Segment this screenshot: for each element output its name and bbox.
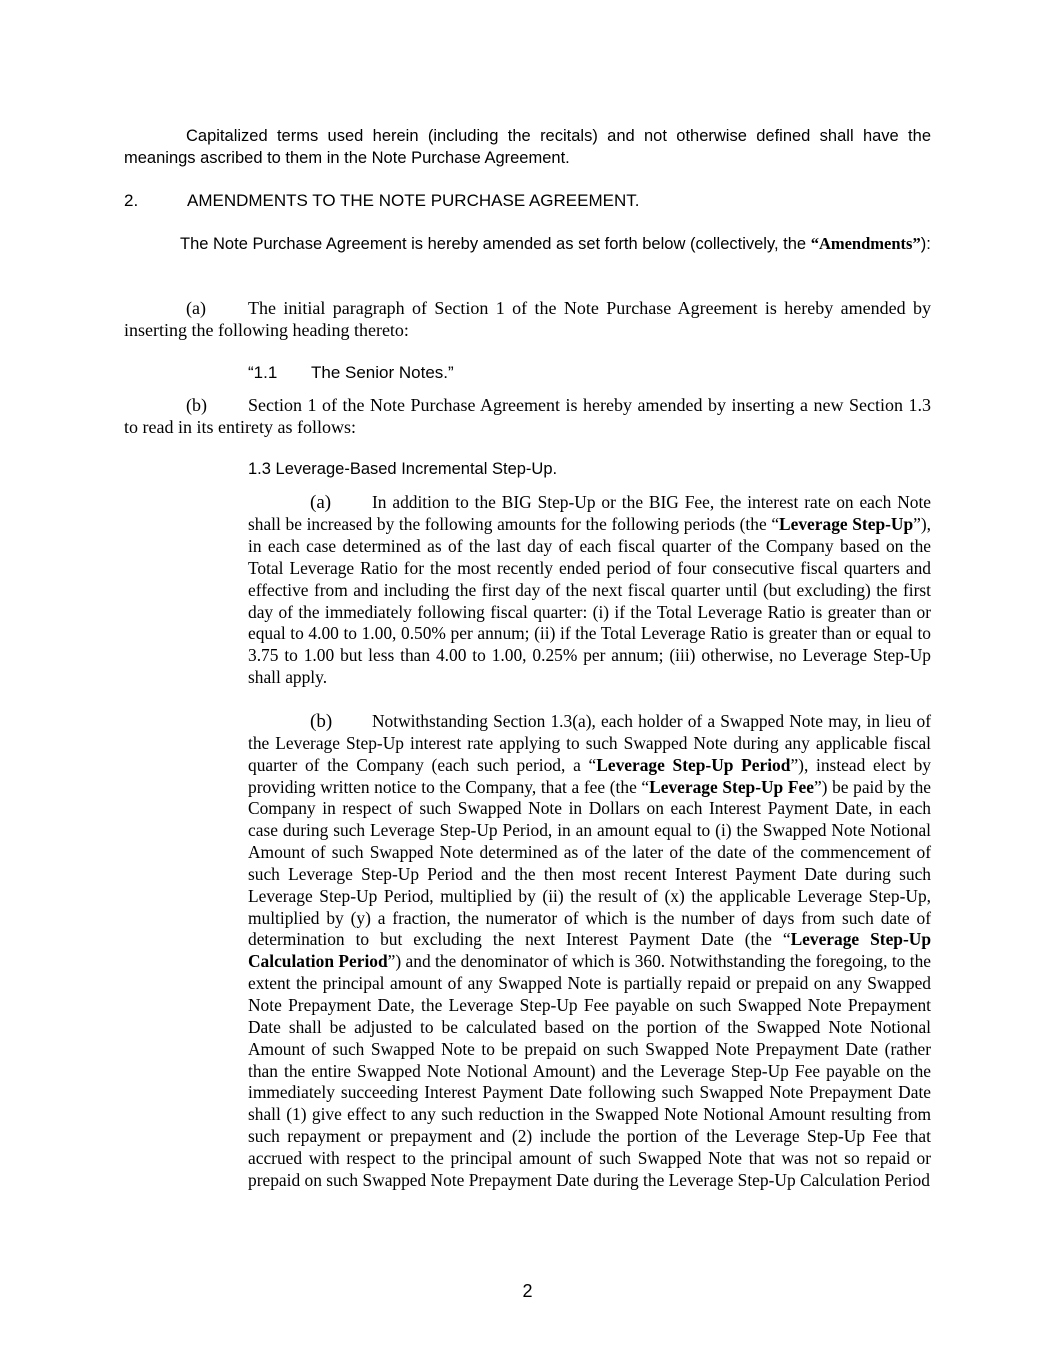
defined-term-leverage-step-up-period: Leverage Step-Up Period bbox=[596, 754, 791, 775]
intro-paragraph: Capitalized terms used herein (including the recitals) and not otherwise defined shall have the meanings ascribed to them in the Note Purchase Agreement. bbox=[124, 127, 931, 167]
paragraph-b bbox=[124, 394, 931, 438]
paragraph-b-text: Section 1 of the Note Purchase Agreement is hereby amended by inserting a new Section 1.3 to read in its entirety as follows: bbox=[124, 395, 931, 437]
subsection-b-label: (b) bbox=[310, 711, 333, 732]
section-2-number: 2. bbox=[124, 191, 139, 210]
page-number: 2 bbox=[522, 1281, 533, 1301]
subsection-a-label: (a) bbox=[310, 492, 332, 513]
subsection-1-3-b bbox=[248, 711, 931, 1192]
defined-term-leverage-step-up: Leverage Step-Up bbox=[779, 513, 914, 534]
amendments-intro-paragraph bbox=[124, 233, 931, 255]
subsection-b-text-1: Notwithstanding Section 1.3(a), each holder of a Swapped Note may, in lieu of the Leverage Step-Up interest rate applying to such Swapped Note during any applicable fiscal quarter of the Company (each such period, a “ bbox=[248, 711, 931, 775]
paragraph-a-text: The initial paragraph of Section 1 of the Note Purchase Agreement is hereby amended by inserting the following heading thereto: bbox=[124, 298, 931, 340]
subsection-b-text-4: ”) and the denominator of which is 360. Notwithstanding the foregoing, to the extent the principal amount of any Swapped Note is partially repaid or prepaid on any Swapped Note Prepayment Date, the Leverage Step-Up Fee payable on such Swapped Note Prepayment Date shall be adjusted to be calculated based on the portion of the Swapped Note Notional Amount of such Swapped Note to be prepaid on such Swapped Note Prepayment Date (rather than the entire Swapped Note Notional Amount) and the Leverage Step-Up Fee payable on the immediately succeeding Interest Payment Date following such Swapped Note Prepayment Date shall (1) give effect to any such reduction in the Swapped Note Notional Amount resulting from such repayment or prepayment and (2) include the portion of the Leverage Step-Up Fee that accrued with respect to the principal amount of such Swapped Note that was not so repaid or prepaid on such Swapped Note Prepayment Date during the Leverage Step-Up Calculation Period bbox=[248, 951, 931, 1190]
heading-1-1-title: The Senior Notes.” bbox=[311, 363, 454, 382]
subsection-b-text-3: ”) be paid by the Company in respect of such Swapped Note in Dollars on each Interest Payment Date, in each case during such Leverage Step-Up Period, in an amount equal to (i) the Swapped Note Notional Amount of such Swapped Note determined as of the later of the date of the commencement of such Leverage Step-Up Period and the then most recent Interest Payment Date during such Leverage Step-Up Period, multiplied by (ii) the result of (x) the applicable Leverage Step-Up, multiplied by (y) a fraction, the numerator of which is the number of days from such date of determination to but excluding the next Interest Payment Date (the “ bbox=[248, 776, 931, 950]
amendments-defined-term: “Amendments” bbox=[810, 234, 921, 253]
defined-term-leverage-step-up-calculation-period: Leverage Step-Up Calculation Period bbox=[248, 929, 931, 972]
amendments-intro-text: The Note Purchase Agreement is hereby amended as set forth below (collectively, the bbox=[180, 235, 811, 253]
subsection-1-3-a bbox=[248, 492, 931, 689]
heading-1-3: 1.3 Leverage-Based Incremental Step-Up. bbox=[248, 460, 558, 478]
paragraph-b-label: (b) bbox=[186, 395, 207, 415]
defined-term-leverage-step-up-fee: Leverage Step-Up Fee bbox=[649, 776, 814, 797]
amendments-intro-tail: ): bbox=[920, 235, 931, 253]
paragraph-a-label: (a) bbox=[186, 298, 206, 318]
paragraph-a bbox=[124, 297, 931, 341]
section-2-heading bbox=[124, 190, 931, 212]
heading-1-1 bbox=[248, 362, 931, 384]
section-2-title: AMENDMENTS TO THE NOTE PURCHASE AGREEMENT. bbox=[187, 191, 640, 210]
subsection-b-text-2: ”), instead elect by providing written notice to the Company, that a fee (the “ bbox=[248, 754, 931, 797]
subsection-a-text-2: ”), in each case determined as of the last day of each fiscal quarter of the Company based on the Total Leverage Ratio for the most recently ended period of four consecutive fiscal quarters and effective from and including the first day of the next fiscal quarter until (but excluding) the first day of the immediately following fiscal quarter: (i) if the Total Leverage Ratio is greater than or equal to 4.00 to 1.00, 0.50% per annum; (ii) if the Total Leverage Ratio is greater than or equal to 3.75 to 1.00 but less than 4.00 to 1.00, 0.25% per annum; (iii) otherwise, no Leverage Step-Up shall apply. bbox=[248, 513, 931, 688]
subsection-a-text-1: In addition to the BIG Step-Up or the BIG Fee, the interest rate on each Note shall be increased by the following amounts for the following periods (the “ bbox=[248, 492, 931, 534]
heading-1-1-number: “1.1 bbox=[248, 363, 278, 382]
